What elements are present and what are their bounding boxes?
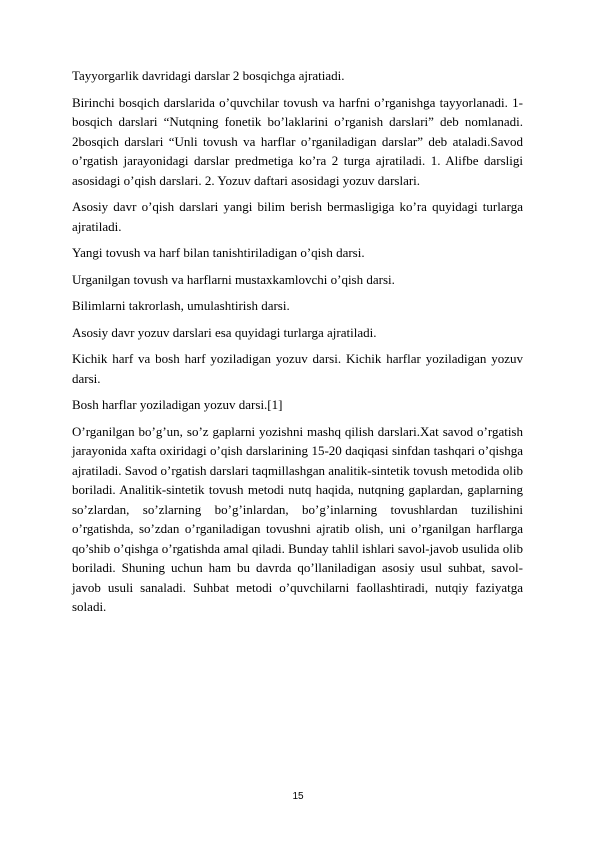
document-body [72, 66, 523, 624]
paragraph: Asosiy davr yozuv darslari esa quyidagi turlarga ajratiladi. [72, 324, 377, 340]
paragraph: Kichik harf va bosh harf yoziladigan yozuv darsi. Kichik harflar yoziladigan yozuv darsi. [72, 351, 523, 386]
page-number: 15 [292, 791, 304, 802]
paragraph: Bilimlarni takrorlash, umulashtirish darsi. [72, 298, 290, 313]
paragraph: Asosiy davr o’qish darslari yangi bilim berish bermasligiga ko’ra quyidagi turlarga ajratiladi. [72, 199, 523, 234]
paragraph: Birinchi bosqich darslarida o’quvchilar tovush va harfni o’rganishga tayyorlanadi. 1-bosqich darslari “Nutqning fonetik bo’laklarini o’rganish darslari” deb nomlanadi. 2bosqich darslari “Unli tovush va harflar o’rganiladigan darslar” deb ataladi.Savod o’rgatish jarayonidagi darslar predmetiga ko’ra 2 turga ajratiladi. 1. Alifbe darsligi asosidagi o’qish darslari. 2. Yozuv daftari asosidagi yozuv darslari. [72, 94, 523, 188]
paragraph: Yangi tovush va harf bilan tanishtiriladigan o’qish darsi. [72, 245, 365, 260]
paragraph: Urganilgan tovush va harflarni mustaxkamlovchi o’qish darsi. [72, 271, 395, 287]
paragraph: Tayyorgarlik davridagi darslar 2 bosqichga ajratiadi. [72, 68, 345, 83]
paragraph: O’rganilgan bo’g’un, so’z gaplarni yozishni mashq qilish darslari.Xat savod o’rgatish jarayonida xafta oxiridagi o’qish darslarining 15-20 daqiqasi sinfdan tashqari o’qishga ajratiladi. Savod o’rgatish darslari taqmillashgan analitik-sintetik tovush metodida olib boriladi. Analitik-sintetik tovush metodi nutq haqida, nutqning gaplardan, gaplarning so’zlardan, so’zlarning bo’g’inlardan, bo’g’inlarning tovushlardan tuzilishini o’rgatishda, so’zdan o’rganiladigan tovushni ajratib olish, uni o’rganilgan harflarga qo’shib o’qishga o’rgatishda amal qiladi. Bunday tahlil ishlari savol-javob usulida olib boriladi. Shuning uchun ham bu davrda qo’llaniladigan asosiy usul suhbat, savol-javob usuli sanaladi. Suhbat metodi o’quvchilarni faollashtiradi, nutqiy faziyatga soladi. [72, 423, 523, 614]
paragraph: Bosh harflar yoziladigan yozuv darsi.[1] [72, 397, 283, 412]
